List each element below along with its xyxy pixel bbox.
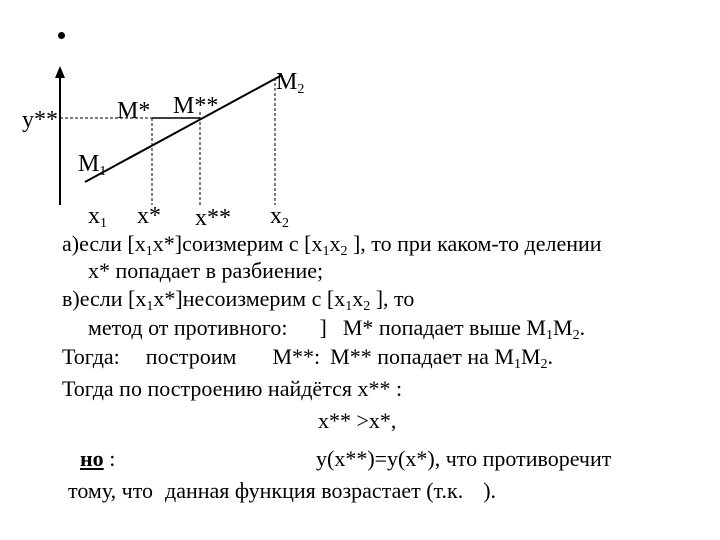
case-b-line-2: метод от противного: ] M* попадает выше $M_1M_2$. <box>88 315 586 343</box>
inequality-line: x** >x*, <box>318 408 397 433</box>
x-star-label: x* <box>137 203 161 229</box>
m-star-label: M* <box>117 98 151 124</box>
m-star-star-label: M** <box>173 93 219 119</box>
m2-label: $M_2$ <box>276 69 305 97</box>
m1-label: $M_1$ <box>78 151 107 179</box>
case-a-line-2: x* попадает в разбиение; <box>88 258 324 283</box>
but-label: но : <box>80 446 116 471</box>
x-star-star-label: x** <box>195 205 231 231</box>
case-b-line-1: в)если $[x_1x*]несоизмерим$ с [$x_1x_2$ ], то <box>62 286 415 314</box>
x2-label: $x_2$ <box>270 203 289 231</box>
conclusion-line: тому, что данная функция возрастает (т.к. ). <box>68 478 497 503</box>
then-construct-line: Тогда: построим M**: M** попадает на $M_1M_2$. <box>62 344 554 372</box>
then-find-line: Тогда по построению найдётся x** : <box>62 376 403 401</box>
case-a-line-1: а)если $[x_1x*]соизмерим$ с [$x_1x_2$ ], то при каком-то делении <box>62 231 602 259</box>
x1-label: $x_1$ <box>88 203 107 231</box>
contradiction-line: y(x**)=y(x*), что противоречит <box>316 446 612 471</box>
y-star-star-label: y** <box>22 107 58 133</box>
y-axis-arrow <box>55 66 65 78</box>
function-line-m1-m2 <box>85 75 282 182</box>
